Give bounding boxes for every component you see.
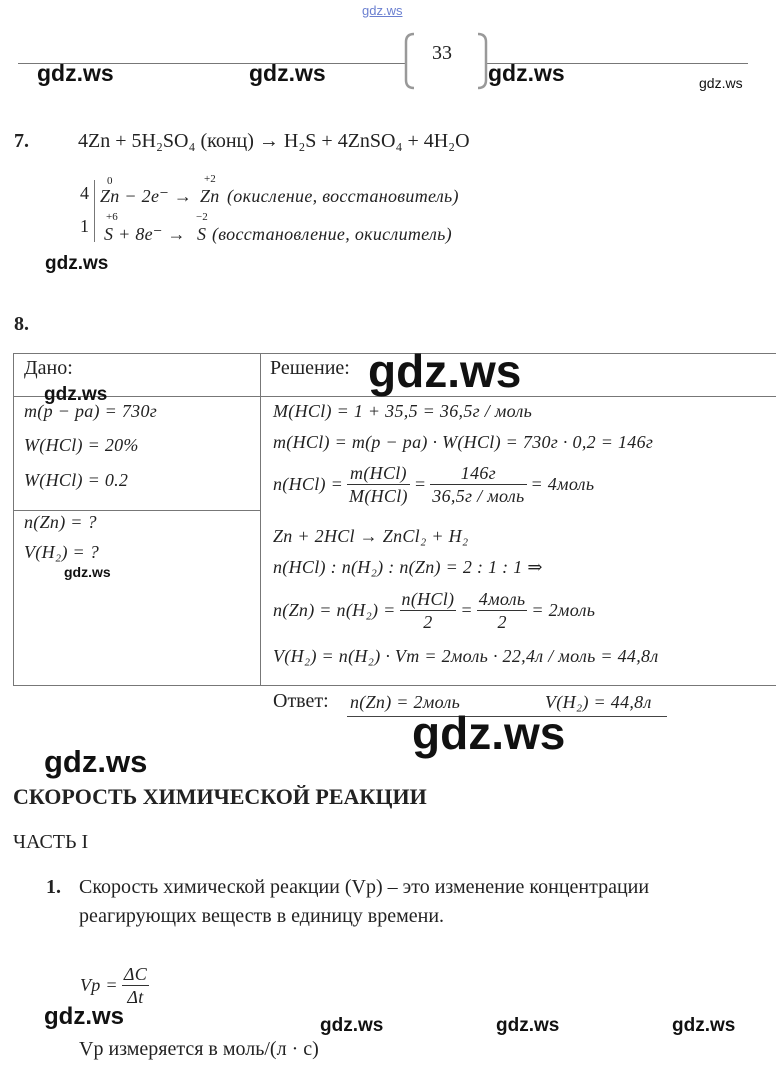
solution-line-3-frac2 — [430, 462, 526, 507]
answer-value-1: n(Zn) = 2моль — [350, 692, 461, 712]
solution-line-3-lhs: n(HCl) = — [273, 474, 344, 494]
task7-equation: 4Zn + 5H₂SO₄ (конц) → H₂S + 4ZnSO₄ + 4H₂O — [78, 130, 470, 152]
watermark-bottom-2: gdz.ws — [496, 1015, 560, 1036]
velocity-formula — [80, 963, 149, 1008]
given-item-2: W(HCl) = 20% — [24, 435, 139, 455]
solution-line-6-den1: 2 — [423, 612, 433, 632]
velocity-formula-frac — [122, 963, 149, 1008]
solution-line-6-den2: 2 — [497, 612, 507, 632]
given-header: Дано: — [24, 357, 73, 379]
item-line-1: Скорость химической реакции (Vр) – это изменение концентрации — [79, 876, 650, 898]
section-title: СКОРОСТЬ ХИМИЧЕСКОЙ РЕАКЦИИ — [13, 784, 427, 809]
watermark-table-left-small: gdz.ws — [64, 564, 111, 580]
solution-line-3-frac1 — [347, 462, 410, 507]
solution-line-6-num1: n(HCl) — [401, 589, 455, 609]
given-item-3: W(HCl) = 0.2 — [24, 470, 129, 490]
task7-line2-lhs: S + 8e⁻ → — [104, 224, 186, 244]
task7-coef2: 1 — [80, 216, 89, 236]
solution-line-3 — [273, 462, 594, 507]
table-bottom-border — [13, 685, 776, 686]
watermark-bottom-1: gdz.ws — [320, 1015, 384, 1036]
watermark-bottom-3: gdz.ws — [672, 1015, 736, 1036]
watermark-before-heading: gdz.ws — [44, 744, 148, 779]
task7-line1-rhs: Zn — [200, 186, 220, 206]
task7-ox2-minus: −2 — [196, 211, 208, 223]
solution-header: Решение: — [270, 357, 350, 379]
solution-line-6-lhs: n(Zn) = n(H₂) = — [273, 600, 396, 620]
table-left-border — [13, 353, 14, 685]
watermark-top: gdz.ws — [362, 3, 403, 18]
watermark-header-left: gdz.ws — [37, 60, 114, 86]
watermark-table-left: gdz.ws — [44, 384, 108, 405]
find-item-2: V(H₂) = ? — [24, 542, 100, 562]
solution-line-6-frac1 — [400, 588, 457, 633]
solution-line-5: n(HCl) : n(H₂) : n(Zn) = 2 : 1 : 1 ⇒ — [273, 557, 543, 577]
solution-line-6 — [273, 588, 595, 633]
watermark-after-7: gdz.ws — [45, 253, 109, 274]
answer-value-2: V(H₂) = 44,8л — [545, 692, 652, 712]
solution-line-3-den2: 36,5г / моль — [432, 486, 525, 506]
header-rule-right — [486, 63, 748, 64]
solution-line-3-rhs: = 4моль — [530, 474, 595, 494]
task7-ox1-zero: 0 — [107, 175, 113, 187]
task7-bracket-line — [94, 180, 95, 242]
velocity-formula-num: ΔC — [123, 964, 148, 984]
task7-line1-lhs: Zn − 2e⁻ → — [100, 186, 193, 206]
solution-line-3-eq: = — [413, 474, 427, 494]
task7-line1-note: (окисление, восстановитель) — [227, 186, 459, 206]
task7-ox1-plus: +2 — [204, 173, 216, 185]
solution-line-3-num1: m(HCl) — [347, 462, 410, 485]
watermark-header-small: gdz.ws — [699, 75, 743, 91]
task7-line2-rhs: S — [197, 224, 207, 244]
solution-line-3-den1: M(HCl) — [349, 486, 408, 506]
solution-line-6-frac2 — [477, 588, 528, 633]
solution-line-2: m(HCl) = m(р − ра) · W(HCl) = 730г · 0,2 = 146г — [273, 432, 654, 452]
header-rule-left — [18, 63, 406, 64]
find-item-1: n(Zn) = ? — [24, 512, 97, 532]
watermark-answer-big: gdz.ws — [412, 707, 566, 759]
task7-coef1: 4 — [80, 183, 89, 203]
solution-line-6-rhs: = 2моль — [531, 600, 596, 620]
solution-line-6-eq: = — [460, 600, 473, 620]
table-given-find-border — [13, 510, 260, 511]
item-line-2: реагирующих веществ в единицу времени. — [79, 905, 445, 927]
task7-ox2-plus: +6 — [106, 211, 118, 223]
solution-line-1: M(HCl) = 1 + 35,5 = 36,5г / моль — [273, 401, 533, 421]
velocity-formula-den: Δt — [127, 987, 144, 1007]
task7-number: 7. — [14, 130, 29, 152]
task7-line2-note: (восстановление, окислитель) — [212, 224, 452, 244]
velocity-formula-lhs: Vp = — [80, 975, 118, 995]
item-number: 1. — [46, 876, 61, 898]
watermark-table-big: gdz.ws — [368, 345, 522, 397]
given-item-1: m(р − ра) = 730г — [24, 401, 158, 421]
page-number: 33 — [432, 42, 452, 64]
solution-line-4: Zn + 2HCl → ZnCl₂ + H₂ — [273, 526, 469, 546]
task8-number: 8. — [14, 313, 29, 335]
watermark-header-mid: gdz.ws — [249, 60, 326, 86]
solution-line-6-num2: 4моль — [478, 589, 526, 609]
answer-label: Ответ: — [273, 690, 329, 712]
solution-line-3-num2: 146г — [430, 462, 526, 485]
watermark-header-right: gdz.ws — [488, 60, 565, 86]
table-column-divider — [260, 353, 261, 685]
watermark-bottom-left: gdz.ws — [44, 1003, 125, 1030]
section-part: ЧАСТЬ I — [13, 831, 89, 853]
units-line: Vр измеряется в моль/(л · с) — [79, 1038, 319, 1060]
solution-line-7: V(H₂) = n(H₂) · Vm = 2моль · 22,4л / моль = 44,8л — [273, 646, 659, 666]
